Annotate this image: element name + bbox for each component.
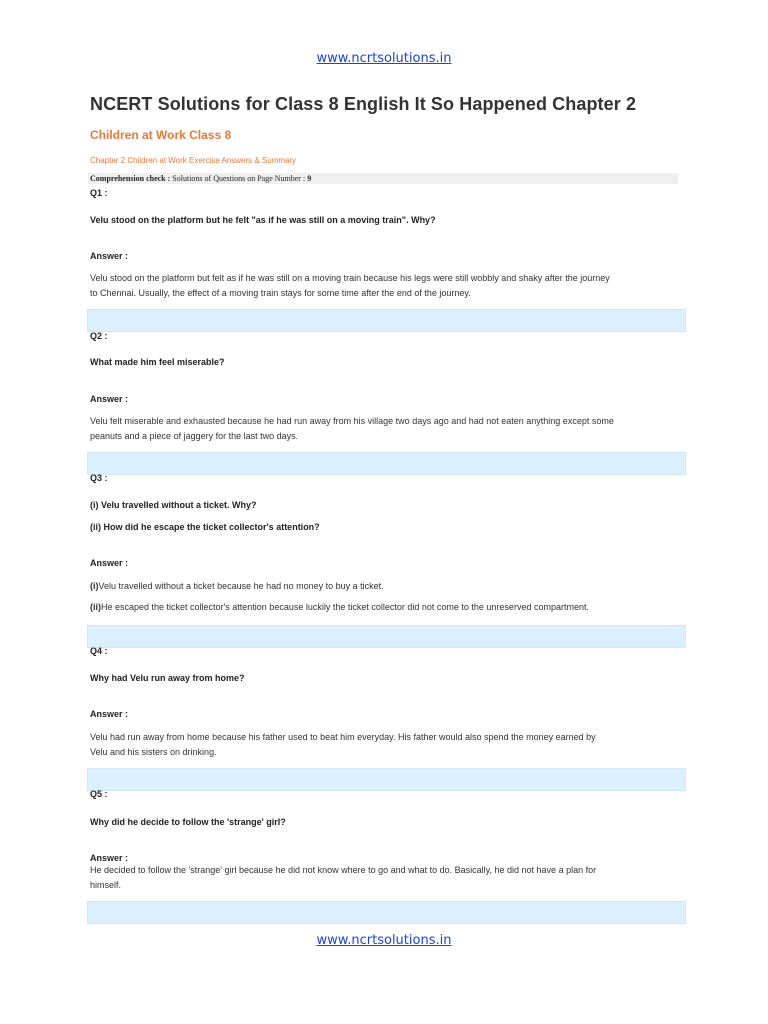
q5-question: Why did he decide to follow the 'strange' girl?	[90, 817, 286, 827]
chapter-subline: Chapter 2 Children at Work Exercise Answers & Summary	[90, 156, 297, 165]
q5-separator	[87, 901, 686, 924]
q4-question: Why had Velu run away from home?	[90, 673, 245, 683]
q2-answer-label: Answer :	[90, 394, 129, 404]
q1-answer-line1: Velu stood on the platform but felt as if he was still on a moving train because his legs were still wobbly and shaky after the journey	[90, 273, 610, 283]
footer-site-link[interactable]: www.ncrtsolutions.in	[316, 933, 452, 948]
q2-label: Q2 :	[90, 331, 108, 341]
q3-question-i: (i) Velu travelled without a ticket. Why?	[90, 500, 257, 510]
q2-separator	[87, 452, 686, 475]
comprehension-page: 9	[307, 174, 312, 183]
q4-separator	[87, 768, 686, 791]
q1-label: Q1 :	[90, 188, 108, 198]
q4-answer-line2: Velu and his sisters on drinking.	[90, 747, 217, 757]
q2-question: What made him feel miserable?	[90, 357, 225, 367]
comprehension-label: Comprehension check :	[90, 174, 171, 183]
q3-answer-i-text: Velu travelled without a ticket because he had no money to buy a ticket.	[98, 581, 384, 591]
q2-answer	[90, 414, 680, 444]
page-title: NCERT Solutions for Class 8 English It So Happened Chapter 2	[90, 94, 637, 114]
q4-answer-line1: Velu had run away from home because his father used to beat him everyday. His father would also spend the money earned by	[90, 732, 596, 742]
chapter-subtitle: Children at Work Class 8	[90, 128, 232, 142]
q3-answer-label: Answer :	[90, 558, 129, 568]
q1-question: Velu stood on the platform but he felt "as if he was still on a moving train". Why?	[90, 215, 436, 225]
q3-answer-i	[90, 579, 680, 594]
q1-answer-line2: to Chennai. Usually, the effect of a moving train stays for some time after the end of the journey.	[90, 288, 471, 298]
q2-answer-line2: peanuts and a piece of jaggery for the last two days.	[90, 431, 299, 441]
q5-answer	[90, 863, 680, 893]
header-site-link[interactable]: www.ncrtsolutions.in	[316, 51, 452, 66]
comprehension-text: Solutions of Questions on Page Number :	[170, 174, 308, 183]
q2-answer-line1: Velu felt miserable and exhausted because he had run away from his village two days ago and had not eaten anything except some	[90, 416, 614, 426]
q3-answer-ii-text: He escaped the ticket collector's attention because luckily the ticket collector did not come to the unreserved compartment.	[101, 602, 589, 612]
q4-answer	[90, 730, 680, 760]
q1-answer-label: Answer :	[90, 251, 129, 261]
q5-answer-line1: He decided to follow the 'strange' girl because he did not know where to go and what to do. Basically, he did not have a plan for	[90, 865, 597, 875]
q1-separator	[87, 309, 686, 332]
q5-answer-line2: himself.	[90, 880, 122, 890]
q3-answer-i-prefix: (i)	[90, 581, 99, 591]
q3-question-ii: (ii) How did he escape the ticket collector's attention?	[90, 522, 320, 532]
q1-answer	[90, 271, 680, 301]
q5-label: Q5 :	[90, 789, 108, 799]
q3-answer-ii-prefix: (ii)	[90, 602, 101, 612]
q5-answer-label: Answer :	[90, 853, 129, 863]
q4-answer-label: Answer :	[90, 709, 129, 719]
q3-label: Q3 :	[90, 473, 108, 483]
comprehension-check	[90, 173, 311, 184]
q3-separator	[87, 625, 686, 648]
q3-answer-ii	[90, 600, 680, 615]
q4-label: Q4 :	[90, 646, 108, 656]
